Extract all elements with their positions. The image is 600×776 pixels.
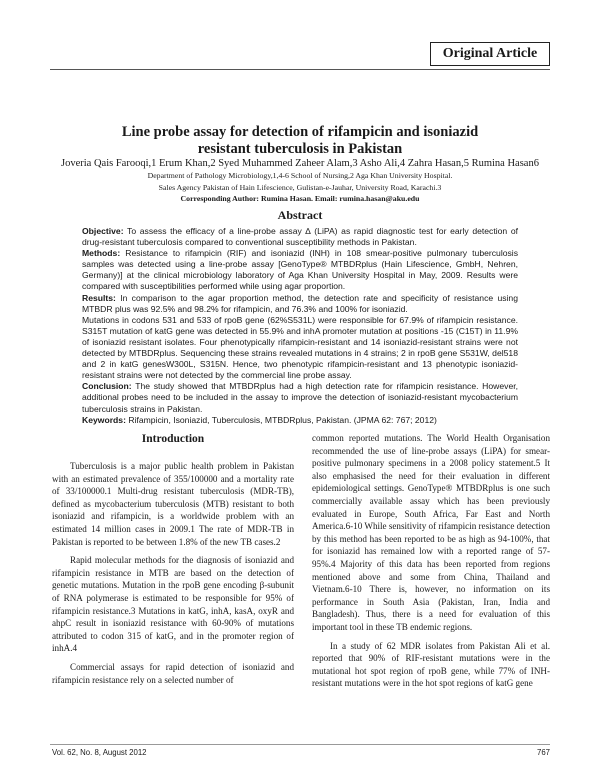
abstract-heading: Abstract — [277, 208, 323, 222]
methods-text: Resistance to rifampicin (RIF) and isoniazid (INH) in 108 smear-positive pulmonary tuberculosis samples was detected using a line-probe assay [GenoType® MTBDRplus (Hain Lifescience, GmbH, Nehren, Germany)] at the clinical microbiology laboratory of Aga Khan University Hospital in May, 2009. Results were compared with susceptibilities performed while using agar proportion. — [82, 248, 519, 292]
paragraph: common reported mutations. The World Health Organisation recommended the use of line-probe assays (LiPA) for smear-positive pulmonary specimens in a 2008 policy statement.5 It also emphasised the need for their evaluation in different epidemiological settings. GenoType® MTBDRplus is one such commercially available assay which has been previously evaluated in Europe, South Africa, Far East and North America.6-10 While sensitivity of rifampicin resistance detection by this method has been reported to be as high as 94-100%, that for isoniazid has remained low with a reported range of 57-95%.4 Majority of this data has been reported from regions mentioned above and some from China, Thailand and Vietnam.6-10 There is, however, no information on its performance in South Asia (Pakistan, Iran, India and Bangladesh). Thus, there is a need for evaluation of this important tool in these TB endemic regions. — [312, 433, 550, 632]
page-number: 767 — [536, 748, 550, 757]
paragraph: Commercial assays for rapid detection of isoniazid and rifampicin resistance rely on a selected number of — [52, 661, 294, 685]
methods-label: Methods: — [82, 248, 121, 259]
abstract-conclusion — [82, 381, 518, 414]
article-title — [60, 124, 540, 158]
paragraph: In a study of 62 MDR isolates from Pakistan Ali et al. reported that 90% of RIF-resistant mutations were in the mutational hot spot region of rpoB gene, while 77% of INH-resistant mutations were in the hot spot regions of katG gene — [312, 640, 550, 689]
left-column — [52, 460, 294, 692]
keywords-label: Keywords: — [82, 414, 126, 425]
conclusion-label: Conclusion: — [82, 381, 132, 392]
footer-rule — [50, 744, 550, 745]
corresponding-author: Corresponding Author: Rumina Hasan. Email: rumina.hasan@aku.edu — [180, 194, 420, 203]
objective-text: To assess the efficacy of a line-probe assay ∆ (LiPA) as rapid diagnostic test for early detection of drug-resistant tuberculosis compared to conventional susceptibility methods in Pakistan. — [82, 226, 519, 248]
abstract-objective — [82, 226, 518, 248]
article-type-label: Original Article — [430, 42, 550, 66]
paragraph: Rapid molecular methods for the diagnosis of isoniazid and rifampicin resistance in MTB are based on the detection of genetic mutations. Mutation in the rpoB gene encoding β-subunit of RNA polymerase is estimated to be responsible for 95% of rifampicin resistance.3 Mutations in katG, inhA, kasA, oxyR and ahpC result in isoniazid resistance with 60-90% of mutations attributed to codon 315 of katG, and in the promoter region of inhA.4 — [52, 555, 294, 654]
affiliation: Department of Pathology Microbiology,1,4-6 School of Nursing,2 Aga Khan University Hospital. — [147, 171, 453, 180]
right-column — [312, 432, 550, 696]
journal-issue: Vol. 62, No. 8, August 2012 — [52, 748, 147, 757]
results-text: In comparison to the agar proportion method, the detection rate and specificity of resistance using MTBDR plus was 92.5% and 98.2% for rifampicin, and 76.3% and 100% for isoniazid. — [82, 292, 518, 314]
conclusion-text: The study showed that MTBDRplus had a high detection rate for rifampicin resistance. However, additional probes need to be included in the assay to improve the detection of isoniazid-resistant mycobacterium tuberculosis strains in Pakistan. — [82, 381, 519, 414]
abstract-body — [82, 226, 518, 426]
abstract-methods — [82, 248, 518, 292]
paragraph: Tuberculosis is a major public health problem in Pakistan with an estimated prevalence of 355/100000 and a mortality rate of 33/100000.1 Multi-drug resistant tuberculosis (MDR-TB), defined as mycobacterium tuberculosis (MTB) resistant to both isoniazid and rifampicin, is a worldwide problem with an estimated 14 million cases in 2009.1 The rate of MDR-TB in Pakistan is reported to be between 1.8% of the new TB cases.2 — [52, 461, 294, 547]
header-rule — [50, 69, 550, 70]
abstract-results — [82, 293, 518, 315]
abstract-keywords — [82, 415, 518, 426]
affiliation: Sales Agency Pakistan of Hain Lifescience, Gulistan-e-Jauhar, University Road, Karachi.3 — [158, 183, 442, 192]
title-line: resistant tuberculosis in Pakistan — [197, 141, 403, 157]
abstract-results-continued: Mutations in codons 531 and 533 of rpoB gene (62%S531L) were responsible for 67.9% of rifampicin resistance. S315T mutation of katG gene was detected in 55.9% and inhA promoter mutation at positions -15 (C15T) in 11.9% of isoniazid resistant isolates. Four phenotypically rifampicin-resistant and 14 isoniazid-resistant strains were not detected by MTBDRplus. Sequencing these strains revealed mutations in 4 strains; 2 in rpoB gene S531W, del518 and 2 in katG genesW300L, S315N. Hence, two phenotypic rifampicin-resistant and 13 phenotypic isoniazid-resistant strains were not detected by the commercial line probe assay. — [82, 314, 518, 381]
keywords-text: Rifampicin, Isoniazid, Tuberculosis, MTBDRplus, Pakistan. (JPMA 62: 767; 2012) — [128, 414, 437, 425]
introduction-heading: Introduction — [141, 433, 205, 445]
title-line: Line probe assay for detection of rifampicin and isoniazid — [121, 124, 479, 140]
results-label: Results: — [82, 292, 116, 303]
author-list: Joveria Qais Farooqi,1 Erum Khan,2 Syed Muhammed Zaheer Alam,3 Asho Ali,4 Zahra Hasan,5 Rumina Hasan6 — [61, 158, 539, 169]
objective-label: Objective: — [82, 226, 124, 236]
